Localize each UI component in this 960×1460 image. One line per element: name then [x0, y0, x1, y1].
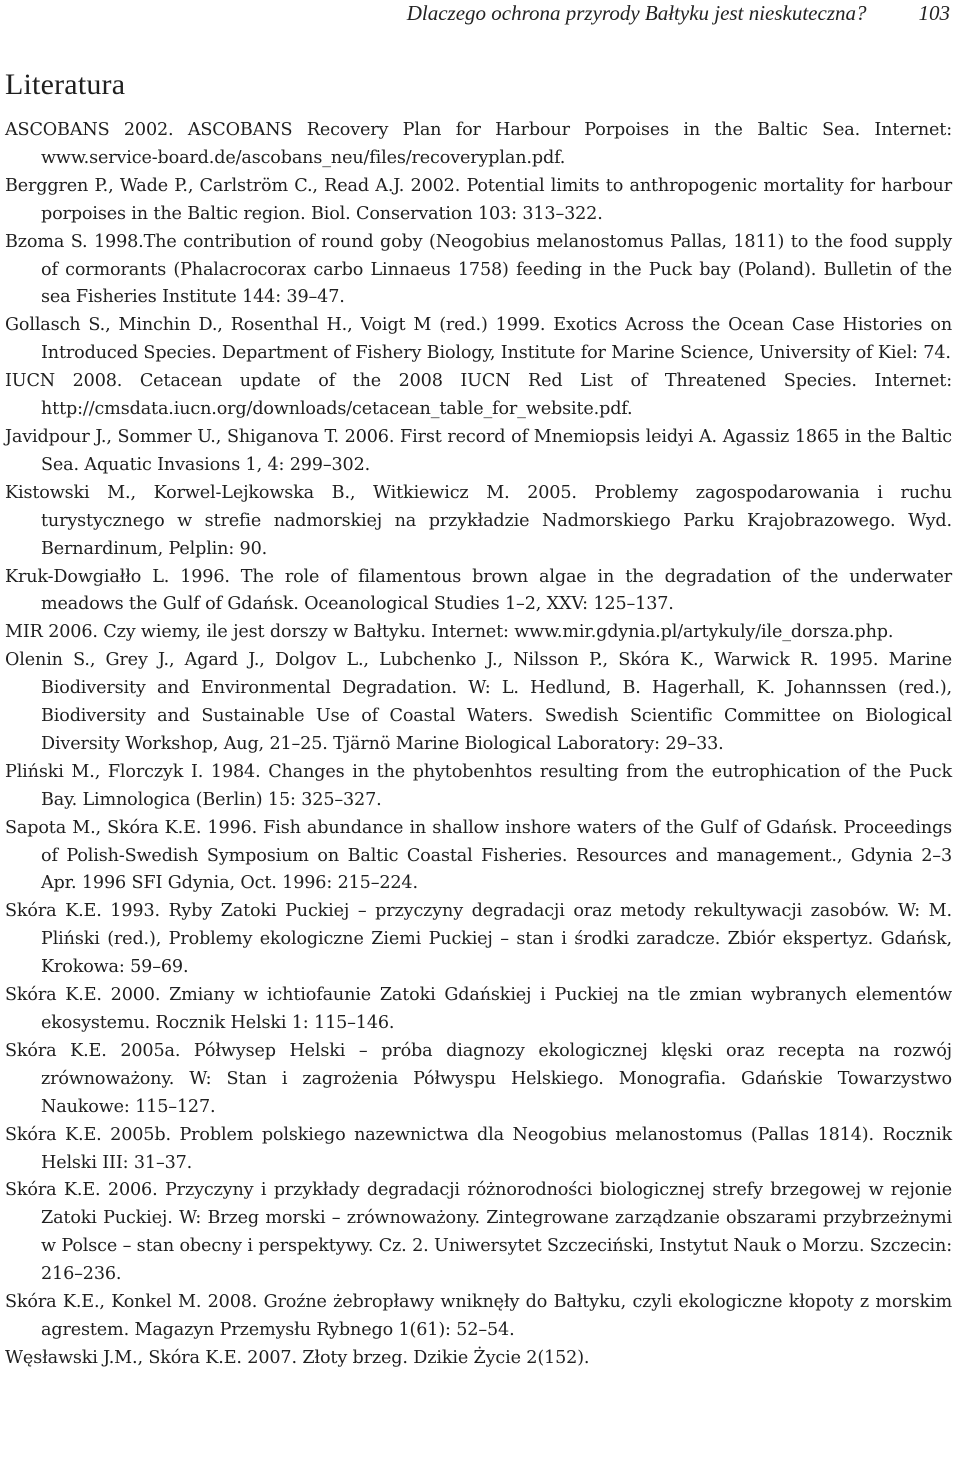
reference-item: Kistowski M., Korwel-Lejkowska B., Witkiewicz M. 2005. Problemy zagospodarowania i ruchu turystycznego w strefie nadmorskiej na przykładzie Nadmorskiego Parku Krajobrazowego. Wyd. Bernardinum, Pelplin: 90.: [5, 482, 952, 559]
reference-item: Bzoma S. 1998.The contribution of round goby (Neogobius melanostomus Pallas, 1811) to the food supply of cormorants (Phalacrocorax carbo Linnaeus 1758) feeding in the Puck bay (Poland). Bulletin of the sea Fisheries Institute 144: 39–47.: [5, 231, 952, 308]
reference-item: Gollasch S., Minchin D., Rosenthal H., Voigt M (red.) 1999. Exotics Across the Ocean Case Histories on Introduced Species. Department of Fishery Biology, Institute for Marine Science, University of Kiel: 74.: [5, 315, 952, 364]
reference-item: Skóra K.E. 2005a. Półwysep Helski – próba diagnozy ekologicznej klęski oraz recepta na rozwój zrównoważony. W: Stan i zagrożenia Półwyspu Helskiego. Monografia. Gdańskie Towarzystwo Naukowe: 115–127.: [5, 1040, 952, 1117]
reference-item: Skóra K.E. 2006. Przyczyny i przykłady degradacji różnorodności biologicznej strefy brzegowej w rejonie Zatoki Puckiej. W: Brzeg morski – zrównoważony. Zintegrowane zarządzanie obszarami przybrzeżnymi w Polsce – stan obecny i perspektywy. Cz. 2. Uniwersytet Szczeciński, Instytut Nauk o Morzu. Szczecin: 216–236.: [5, 1180, 952, 1285]
reference-item: ASCOBANS 2002. ASCOBANS Recovery Plan for Harbour Porpoises in the Baltic Sea. Internet: www.service-board.de/ascobans_neu/files/recoveryplan.pdf.: [5, 120, 952, 168]
page-number: 103: [918, 1, 950, 25]
reference-item: Skóra K.E. 2005b. Problem polskiego nazewnictwa dla Neogobius melanostomus (Pallas 1814). Rocznik Helski III: 31–37.: [5, 1124, 952, 1173]
reference-item: Skóra K.E. 2000. Zmiany w ichtiofaunie Zatoki Gdańskiej i Puckiej na tle zmian wybranych elementów ekosystemu. Rocznik Helski 1: 115–146.: [5, 985, 952, 1033]
reference-item: IUCN 2008. Cetacean update of the 2008 IUCN Red List of Threatened Species. Internet: http://cmsdata.iucn.org/downloads/cetacean_table_for_website.pdf.: [5, 371, 952, 420]
reference-item: Javidpour J., Sommer U., Shiganova T. 2006. First record of Mnemiopsis leidyi A. Agassiz 1865 in the Baltic Sea. Aquatic Invasions 1, 4: 299–302.: [5, 426, 952, 475]
reference-item: Skóra K.E. 1993. Ryby Zatoki Puckiej – przyczyny degradacji oraz metody rekultywacji zasobów. W: M. Pliński (red.), Problemy ekologiczne Ziemi Puckiej – stan i środki zaradcze. Zbiór ekspertyz. Gdańsk, Krokowa: 59–69.: [5, 901, 952, 978]
reference-item: MIR 2006. Czy wiemy, ile jest dorszy w Bałtyku. Internet: www.mir.gdynia.pl/artykuly/ile_dorsza.php.: [5, 622, 894, 643]
reference-item: Olenin S., Grey J., Agard J., Dolgov L., Lubchenko J., Nilsson P., Skóra K., Warwick R. 1995. Marine Biodiversity and Environmental Degradation. W: L. Hedlund, B. Hagerhall, K. Johannssen (red.), Biodiversity and Sustainable Use of Coastal Waters. Swedish Scientific Committee on Biological Diversity Workshop, Aug, 21–25. Tjärnö Marine Biological Laboratory: 29–33.: [5, 650, 952, 754]
reference-list: [5, 117, 952, 1373]
reference-item: Pliński M., Florczyk I. 1984. Changes in the phytobenhtos resulting from the eutrophication of the Puck Bay. Limnologica (Berlin) 15: 325–327.: [5, 761, 952, 810]
running-header: [5, 0, 952, 41]
reference-item: Skóra K.E., Konkel M. 2008. Groźne żebropławy wniknęły do Bałtyku, czyli ekologiczne kłopoty z morskim agrestem. Magazyn Przemysłu Rybnego 1(61): 52–54.: [5, 1292, 952, 1340]
section-heading: Literatura: [5, 68, 126, 101]
reference-item: Węsławski J.M., Skóra K.E. 2007. Złoty brzeg. Dzikie Życie 2(152).: [5, 1347, 590, 1368]
running-header-title: Dlaczego ochrona przyrody Bałtyku jest nieskuteczna?: [406, 1, 867, 25]
reference-item: Kruk-Dowgiałło L. 1996. The role of filamentous brown algae in the degradation of the underwater meadows the Gulf of Gdańsk. Oceanological Studies 1–2, XXV: 125–137.: [5, 566, 952, 615]
reference-item: Berggren P., Wade P., Carlström C., Read A.J. 2002. Potential limits to anthropogenic mortality for harbour porpoises in the Baltic region. Biol. Conservation 103: 313–322.: [5, 175, 952, 224]
reference-item: Sapota M., Skóra K.E. 1996. Fish abundance in shallow inshore waters of the Gulf of Gdańsk. Proceedings of Polish-Swedish Symposium on Baltic Coastal Fisheries. Resources and management., Gdynia 2–3 Apr. 1996 SFI Gdynia, Oct. 1996: 215–224.: [5, 817, 952, 894]
